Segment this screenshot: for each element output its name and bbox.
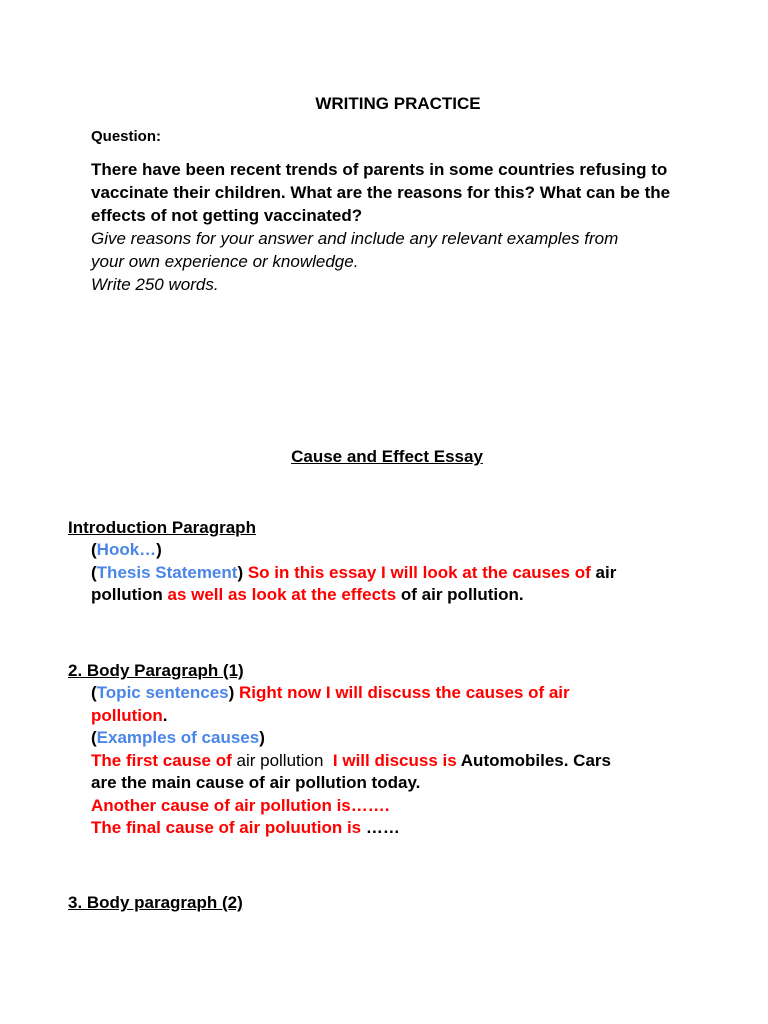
- body2-heading: 3. Body paragraph (2): [68, 893, 243, 912]
- first-cause-black-2: Automobiles. Cars: [460, 750, 611, 770]
- thesis-label: Thesis Statement: [96, 562, 238, 582]
- thesis-black-text-2: pollution: [91, 585, 163, 604]
- first-cause-line-1: [91, 750, 711, 773]
- topic-line-1: (Topic sentences) Right now I will discuss the causes of air: [91, 683, 570, 702]
- intro-heading: Introduction Paragraph: [68, 518, 256, 537]
- topic-line-2: pollution.: [91, 705, 168, 725]
- thesis-black-text-3: of air pollution.: [400, 585, 524, 604]
- question-line-2: vaccinate their children. What are the reasons for this? What can be the: [91, 183, 671, 202]
- first-cause-red-1: The first cause of: [91, 750, 232, 770]
- topic-red-text-1: Right now I will discuss the causes of air: [239, 683, 570, 702]
- thesis-black-text-1: air: [595, 562, 617, 582]
- thesis-line-2: [91, 584, 711, 607]
- thesis-red-text-2: as well as look at the effects: [167, 585, 397, 604]
- instruction-line-2: your own experience or knowledge.: [91, 252, 359, 271]
- body1-heading: 2. Body Paragraph (1): [68, 661, 244, 680]
- question-label: Question:: [91, 128, 161, 145]
- examples-label: Examples of causes: [96, 728, 260, 747]
- topic-red-text-2: pollution: [91, 705, 163, 725]
- question-line-1: There have been recent trends of parents in some countries refusing to: [91, 160, 668, 179]
- hook-line: (Hook…): [91, 540, 162, 559]
- question-line-3: effects of not getting vaccinated?: [91, 206, 363, 225]
- final-cause-red: The final cause of air poluution is: [91, 818, 362, 837]
- examples-line: (Examples of causes): [91, 728, 265, 747]
- intro-block: [91, 539, 711, 607]
- essay-title: Cause and Effect Essay: [291, 447, 483, 466]
- topic-label: Topic sentences: [96, 683, 229, 702]
- body1-block: [91, 682, 711, 840]
- thesis-line-1: (Thesis Statement) So in this essay I will look at the causes of air: [91, 562, 617, 582]
- thesis-red-text-1: So in this essay I will look at the causes of: [247, 562, 591, 582]
- question-text: [91, 158, 711, 296]
- another-cause-line: Another cause of air pollution is…….: [91, 795, 390, 815]
- final-cause-line: [91, 817, 711, 840]
- page-title: WRITING PRACTICE: [315, 94, 481, 113]
- first-cause-red-2: I will discuss is: [332, 750, 457, 770]
- word-count-instruction: Write 250 words.: [91, 275, 219, 294]
- instruction-line-1: Give reasons for your answer and include any relevant examples from: [91, 229, 619, 248]
- final-cause-black: ……: [365, 818, 400, 837]
- hook-label: Hook…: [96, 540, 157, 559]
- first-cause-black-1: air pollution: [236, 750, 324, 770]
- first-cause-line-2: are the main cause of air pollution today.: [91, 773, 421, 792]
